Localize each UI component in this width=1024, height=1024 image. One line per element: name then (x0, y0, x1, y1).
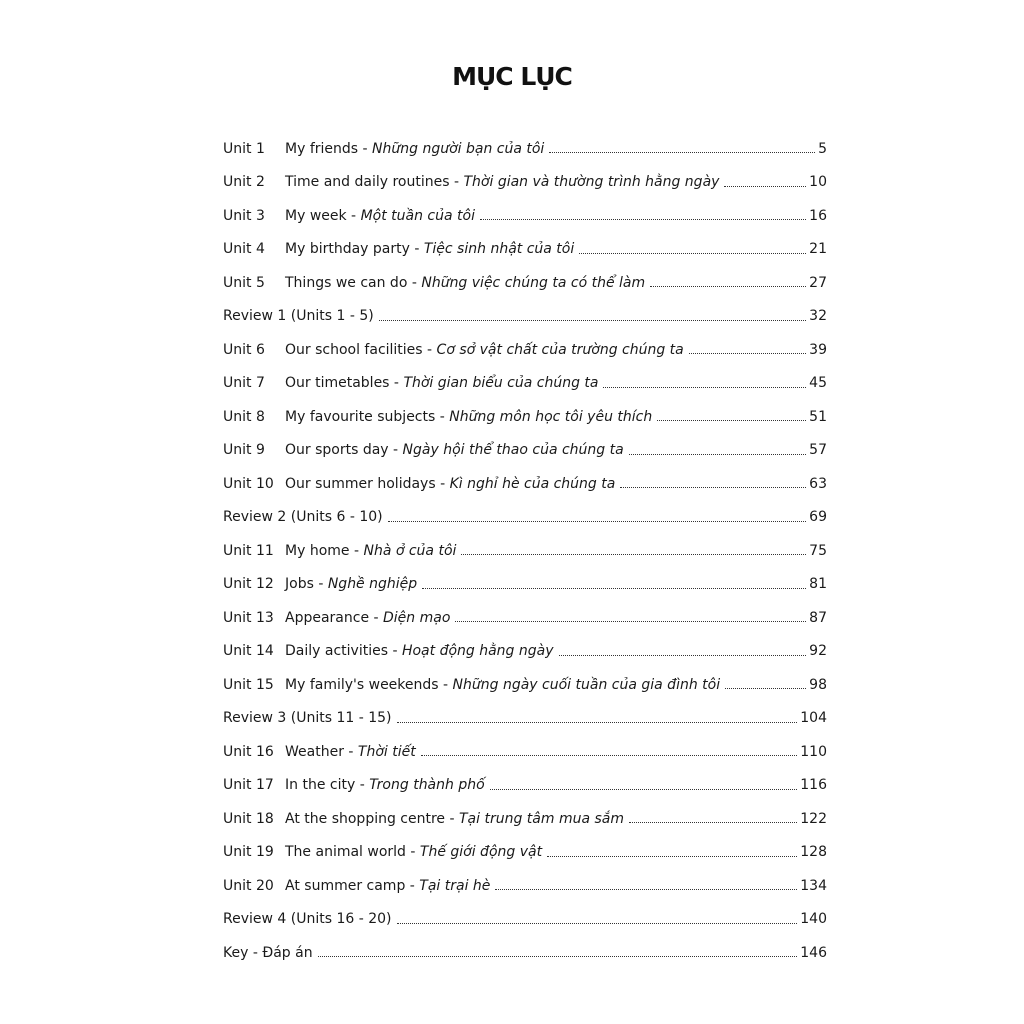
toc-entry-label: Unit 17 (223, 777, 274, 794)
dot-leader (422, 588, 806, 589)
toc-entry-separator: - (435, 408, 450, 425)
toc-entry-title-en: Weather (285, 743, 344, 760)
toc-entry-label: Unit 19 (223, 844, 274, 861)
toc-entry-title-en: My family's weekends (285, 676, 439, 693)
toc-entry-label: Unit 15 (223, 676, 274, 693)
toc-entry-title-en: Daily activities (285, 643, 388, 660)
toc-entry-label: Unit 20 (223, 877, 274, 894)
toc-entry-title-en: Appearance (285, 609, 370, 626)
toc-entry-label: Unit 1 (223, 140, 265, 157)
toc-entry-title-vi: Những việc chúng ta có thể làm (421, 274, 646, 291)
dot-leader (318, 956, 798, 957)
toc-entry-separator: - (449, 174, 464, 191)
toc-entry-label: Unit 12 (223, 576, 274, 593)
toc-entry-separator: - (389, 375, 404, 392)
toc-entry-separator: - (407, 274, 422, 291)
toc-entry (223, 702, 827, 736)
toc-entry-title-en: My favourite subjects (285, 408, 436, 425)
toc-entry-separator: - (346, 207, 361, 224)
toc-entry-page-number: 63 (809, 475, 827, 492)
toc-entry-label: Review 4 (Units 16 - 20) (223, 911, 392, 928)
toc-entry-page-number: 27 (809, 274, 827, 291)
toc-entry-title-en: Things we can do (285, 274, 408, 291)
dot-leader (603, 387, 806, 388)
toc-entry-separator: - (405, 877, 420, 894)
toc-entry-separator: - (349, 542, 364, 559)
toc-entry-page-number: 10 (809, 174, 827, 191)
toc-entry-title-vi: Tại trung tâm mua sắm (459, 810, 625, 827)
toc-entry-title-vi: Thời gian biểu của chúng ta (403, 375, 599, 392)
dot-leader (455, 621, 806, 622)
toc-entry-title-en: At summer camp (285, 877, 406, 894)
dot-leader (379, 320, 806, 321)
toc-entry-page-number: 134 (800, 877, 827, 894)
toc-entry-page-number: 122 (800, 810, 827, 827)
toc-entry-separator: - (438, 676, 453, 693)
toc-entry-label: Unit 18 (223, 810, 274, 827)
toc-entry (223, 233, 827, 267)
toc-entry-title-en: Our school facilities (285, 341, 423, 358)
toc-entry (223, 266, 827, 300)
page-title: MỤC LỤC (452, 62, 572, 91)
toc-entry-separator: - (358, 140, 373, 157)
dot-leader (579, 253, 806, 254)
toc-entry-page-number: 116 (800, 777, 827, 794)
dot-leader (549, 152, 815, 153)
dot-leader (620, 487, 806, 488)
toc-entry (223, 367, 827, 401)
toc-entry (223, 936, 827, 970)
toc-entry (223, 769, 827, 803)
toc-entry-page-number: 104 (800, 710, 827, 727)
toc-entry-label: Unit 14 (223, 643, 274, 660)
toc-entry-label: Unit 7 (223, 375, 265, 392)
toc-entry-separator: - (388, 442, 403, 459)
toc-entry-page-number: 45 (809, 375, 827, 392)
toc-entry-separator: - (435, 475, 450, 492)
toc-entry-label: Unit 5 (223, 274, 265, 291)
toc-entry-title-en: Time and daily routines (285, 174, 450, 191)
toc-entry (223, 199, 827, 233)
toc-entry (223, 501, 827, 535)
toc-entry (223, 534, 827, 568)
toc-entry-title-vi: Đáp án (262, 944, 313, 961)
toc-entry-title-en: At the shopping centre (285, 810, 446, 827)
dot-leader (461, 554, 806, 555)
toc-entry (223, 568, 827, 602)
toc-entry-separator: - (388, 643, 402, 660)
dot-leader (490, 789, 798, 790)
toc-entry-separator: - (422, 341, 437, 358)
toc-entry-label: Review 1 (Units 1 - 5) (223, 308, 374, 325)
dot-leader (689, 353, 806, 354)
toc-entry (223, 735, 827, 769)
toc-entry-page-number: 51 (809, 408, 827, 425)
toc-entry (223, 300, 827, 334)
toc-entry-title-en: My birthday party (285, 241, 410, 258)
toc-entry-page-number: 39 (809, 341, 827, 358)
toc-entry-title-vi: Hoạt động hằng ngày (401, 643, 554, 660)
toc-entry-title-vi: Thế giới động vật (419, 844, 543, 861)
toc-entry-title-en: The animal world (285, 844, 406, 861)
dot-leader (397, 923, 798, 924)
toc-entry-page-number: 16 (809, 207, 827, 224)
toc-entry-page-number: 32 (809, 308, 827, 325)
toc-entry-label: Unit 10 (223, 475, 274, 492)
toc-entry-title-vi: Những môn học tôi yêu thích (449, 408, 653, 425)
toc-entry-page-number: 87 (809, 609, 827, 626)
toc-entry-title-en: My friends (285, 140, 359, 157)
toc-entry-page-number: 21 (809, 241, 827, 258)
toc-entry (223, 601, 827, 635)
dot-leader (657, 420, 806, 421)
toc-entry-title-vi: Tiệc sinh nhật của tôi (423, 241, 575, 258)
toc-entry-page-number: 128 (800, 844, 827, 861)
dot-leader (629, 454, 806, 455)
toc-entry (223, 668, 827, 702)
toc-entry-label: Unit 9 (223, 442, 265, 459)
toc-entry-separator: - (445, 810, 459, 827)
dot-leader (725, 688, 806, 689)
toc-entry (223, 903, 827, 937)
toc-entry-title-vi: Thời tiết (357, 743, 416, 760)
dot-leader (724, 186, 806, 187)
toc-entry-label: Unit 16 (223, 743, 274, 760)
toc-entry-title-en: Our sports day (285, 442, 389, 459)
toc-entry-label: Unit 11 (223, 542, 274, 559)
toc-entry-title-en: My home (285, 542, 350, 559)
toc-entry-page-number: 5 (818, 140, 827, 157)
toc-entry-page-number: 81 (809, 576, 827, 593)
toc-entry-title-vi: Những ngày cuối tuần của gia đình tôi (452, 676, 721, 693)
toc-entry-page-number: 69 (809, 509, 827, 526)
toc-entry-title-en: My week (285, 207, 347, 224)
toc-entry-label: Review 2 (Units 6 - 10) (223, 509, 383, 526)
toc-entry-page-number: 146 (800, 944, 827, 961)
toc-entry (223, 400, 827, 434)
toc-entry-label: Unit 3 (223, 207, 265, 224)
toc-entry-title-en: In the city (285, 777, 356, 794)
toc-entry-title-en: Our timetables (285, 375, 390, 392)
toc-entry (223, 635, 827, 669)
dot-leader (495, 889, 797, 890)
toc-entry (223, 166, 827, 200)
dot-leader (559, 655, 807, 656)
toc-entry (223, 434, 827, 468)
toc-entry (223, 836, 827, 870)
dot-leader (388, 521, 807, 522)
toc-entry-label: Unit 6 (223, 341, 265, 358)
toc-entry (223, 132, 827, 166)
toc-entry-label: Key (223, 944, 249, 961)
toc-entry-separator: - (248, 944, 263, 961)
toc-entry-title-vi: Cơ sở vật chất của trường chúng ta (436, 341, 684, 358)
toc-entry-page-number: 57 (809, 442, 827, 459)
toc-entry-separator: - (409, 241, 424, 258)
toc-entry-title-vi: Một tuần của tôi (360, 207, 475, 224)
dot-leader (629, 822, 797, 823)
toc-entry (223, 869, 827, 903)
dot-leader (421, 755, 798, 756)
dot-leader (480, 219, 806, 220)
toc-entry-page-number: 140 (800, 911, 827, 928)
dot-leader (547, 856, 797, 857)
toc-entry-separator: - (355, 777, 370, 794)
toc-entry (223, 802, 827, 836)
toc-entry-label: Review 3 (Units 11 - 15) (223, 710, 392, 727)
toc-entry-title-en: Our summer holidays (285, 475, 436, 492)
toc-entry-separator: - (405, 844, 420, 861)
toc-entry-label: Unit 13 (223, 609, 274, 626)
toc-entry-separator: - (369, 609, 384, 626)
table-of-contents (223, 132, 827, 970)
toc-entry-title-en: Jobs (285, 576, 314, 593)
toc-entry-title-vi: Nhà ở của tôi (363, 542, 457, 559)
toc-entry-title-vi: Những người bạn của tôi (372, 140, 545, 157)
toc-entry-title-vi: Ngày hội thể thao của chúng ta (402, 442, 624, 459)
toc-entry-title-vi: Diện mạo (383, 609, 451, 626)
toc-entry-title-vi: Kì nghỉ hè của chúng ta (449, 475, 616, 492)
dot-leader (397, 722, 798, 723)
toc-entry-page-number: 92 (809, 643, 827, 660)
toc-entry-title-vi: Nghề nghiệp (327, 576, 418, 593)
toc-entry-label: Unit 8 (223, 408, 265, 425)
toc-entry-separator: - (313, 576, 328, 593)
toc-entry-page-number: 98 (809, 676, 827, 693)
toc-entry-separator: - (343, 743, 358, 760)
toc-entry-page-number: 110 (800, 743, 827, 760)
dot-leader (650, 286, 806, 287)
toc-entry-page-number: 75 (809, 542, 827, 559)
toc-entry (223, 333, 827, 367)
toc-entry-title-vi: Trong thành phố (369, 777, 485, 794)
toc-entry-title-vi: Tại trại hè (419, 877, 491, 894)
toc-entry-label: Unit 2 (223, 174, 265, 191)
toc-entry-label: Unit 4 (223, 241, 265, 258)
toc-entry (223, 467, 827, 501)
toc-entry-title-vi: Thời gian và thường trình hằng ngày (463, 174, 720, 191)
